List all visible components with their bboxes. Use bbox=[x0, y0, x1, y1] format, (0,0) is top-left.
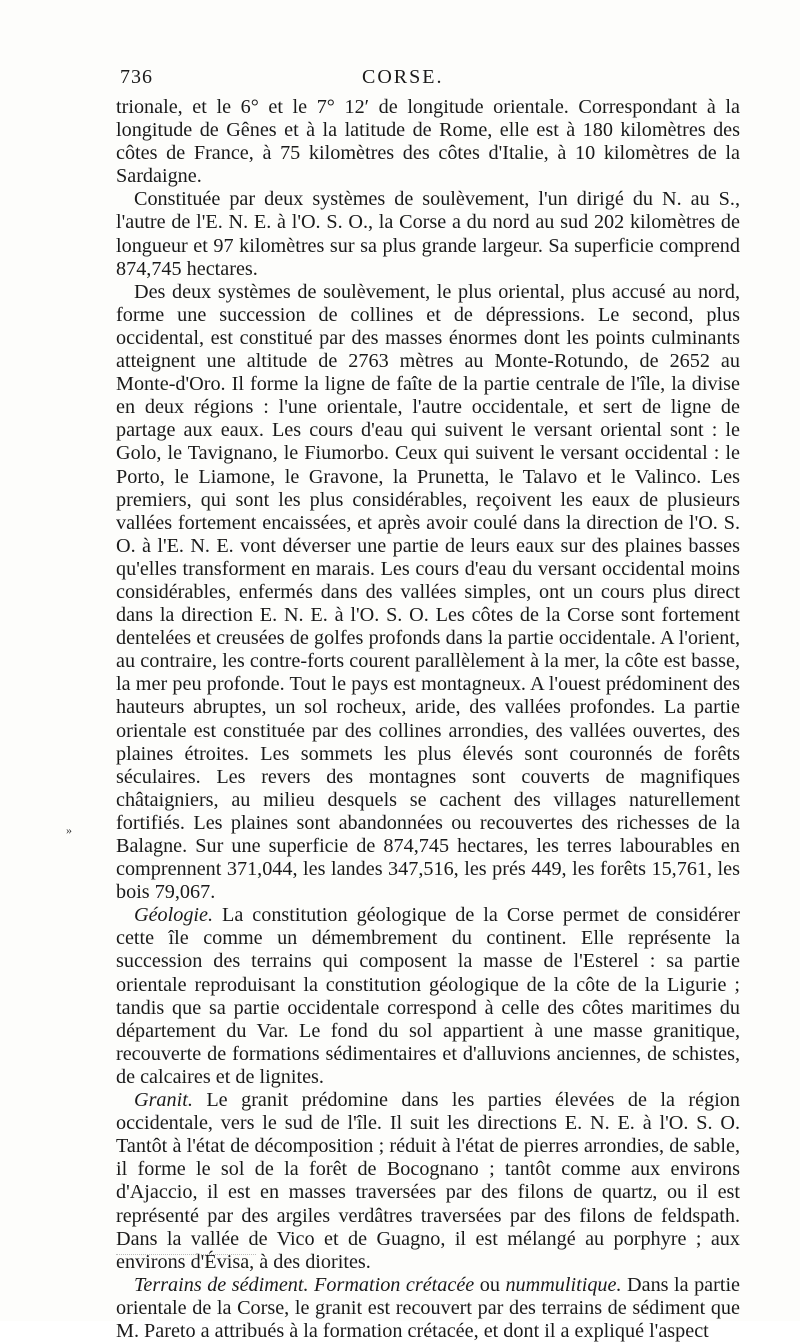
subheading-nummulitique: nummulitique. bbox=[505, 1273, 622, 1296]
paragraph-text: Dans la partie orientale de la Corse, le granit est recouvert par des terrains de sédiment que M. Pareto a attribués à la formation crétacée, et dont il a expliqué l'aspect bbox=[116, 1273, 741, 1342]
paragraph-text: Constituée par deux systèmes de soulèvement, l'un dirigé du N. au S., l'autre de l'E. N. E. à l'O. S. O., la Corse a du nord au sud 202 kilomètres de longueur et 97 kilomètres sur sa plus grande largeur. Sa superficie comprend 874,745 hectares. bbox=[116, 188, 740, 280]
paragraph-text: Le granit prédomine dans les parties élevées de la région occidentale, vers le sud de l'île. Il suit les directions E. N. E. à l'O. S. O. Tantôt à l'état de décomposition ; réduit à l'état de pierres arrondies, de sable, il forme le sol de la forêt de Bocognano ; tantôt comme aux environs d'Ajaccio, il est en masses traversées par des filons de quartz, ou il est représenté par des argiles verdâtres traversées par des filons de feldspath. Dans la vallée de Vico et de Guagno, il est mélangé au porphyre ; aux environs d'Évisa, à des diorites. bbox=[116, 1089, 740, 1273]
paragraph-geologie bbox=[116, 904, 740, 1089]
section-heading: Terrains de sédiment. bbox=[134, 1273, 309, 1296]
subheading-connector: ou bbox=[474, 1273, 506, 1296]
paragraph-relief bbox=[116, 281, 740, 905]
paragraph-granit bbox=[116, 1089, 740, 1274]
bottom-dotted-rule bbox=[116, 1254, 256, 1255]
page-header bbox=[120, 66, 740, 96]
section-heading: Géologie. bbox=[134, 904, 214, 927]
page-number: 736 bbox=[120, 66, 153, 88]
paragraph-text: La constitution géologique de la Corse permet de considérer cette île comme un démembrement du continent. Elle représente la succession des terrains qui composent la masse de l'Esterel : sa partie orientale reproduisant la constitution géologique de la côte de la Ligurie ; tandis que sa partie occidentale correspond à celle des côtes maritimes du département du Var. Le fond du sol appartient à une masse granitique, recouverte de formations sédimentaires et d'alluvions anciennes, de schistes, de calcaires et de lignites. bbox=[116, 904, 740, 1088]
paragraph-text: Des deux systèmes de soulèvement, le plus oriental, plus accusé au nord, forme une succession de collines et de dépressions. Le second, plus occidental, est constitué par des masses énormes dont les points culminants atteignent une altitude de 2763 mètres au Monte-Rotundo, de 2652 au Monte-d'Oro. Il forme la ligne de faîte de la partie centrale de l'île, la divise en deux régions : l'une orientale, l'autre occidentale, et sert de ligne de partage aux eaux. Les cours d'eau qui suivent le versant oriental sont : le Golo, le Tavignano, le Fiumorbo. Ceux qui suivent le versant occidental : le Porto, le Liamone, le Gravone, la Prunetta, le Talavo et le Valinco. Les premiers, qui sont les plus considérables, reçoivent les eaux de plusieurs vallées fortement encaissées, et après avoir coulé dans la direction de l'O. S. O. à l'E. N. E. vont déverser une partie de leurs eaux sur des plaines basses qu'elles transforment en marais. Les cours d'eau du versant occidental moins considérables, enfermés dans des vallées simples, ont un cours plus direct dans la direction E. N. E. à l'O. S. O. Les côtes de la Corse sont fortement dentelées et creusées de golfes profonds dans la partie occidentale. A l'orient, au contraire, les contre-forts courent parallèlement à la mer, la côte est basse, la mer peu profonde. Tout le pays est montagneux. A l'ouest prédominent des hauteurs abruptes, un sol rocheux, aride, des vallées profondes. La partie orientale est constituée par des collines arrondies, des vallées ouvertes, des plaines étroites. Les sommets les plus élevés sont couronnés de forêts séculaires. Les revers des montagnes sont couverts de magnifiques châtaigniers, au milieu desquels se cachent des villages naturellement fortifiés. Les plaines sont abandonnées ou recouvertes des richesses de la Balagne. Sur une superficie de 874,745 hectares, les terres labourables en comprennent 371,044, les landes 347,516, les prés 449, les forêts 15,761, les bois 79,067. bbox=[116, 280, 740, 904]
paragraph-text: trionale, et le 6° et le 7° 12′ de longitude orientale. Correspondant à la longitude de Gênes et à la latitude de Rome, elle est à 180 kilomètres des côtes de France, à 75 kilomètres des côtes d'Italie, à 10 kilomètres de la Sardaigne. bbox=[116, 96, 740, 188]
margin-mark: » bbox=[66, 823, 72, 837]
section-heading: Granit. bbox=[134, 1089, 193, 1112]
subheading-formation: Formation crétacée bbox=[308, 1273, 475, 1296]
running-title: CORSE. bbox=[362, 66, 444, 88]
paragraph-terrains bbox=[116, 1274, 740, 1343]
paragraph-continuation bbox=[116, 96, 740, 188]
paragraph-dimensions bbox=[116, 188, 740, 280]
body-text bbox=[116, 96, 740, 1343]
